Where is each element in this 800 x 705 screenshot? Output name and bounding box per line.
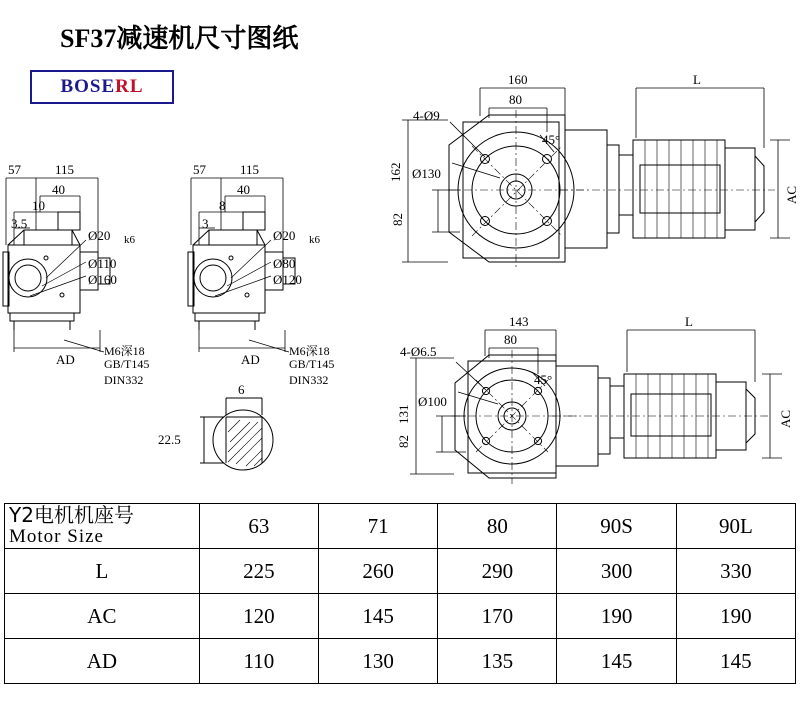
dim-br-AC: AC bbox=[778, 409, 793, 428]
cell-AD-71: 130 bbox=[319, 639, 438, 684]
dim-a-flange-b: Ø160 bbox=[88, 272, 117, 287]
cell-AC-80: 170 bbox=[438, 594, 557, 639]
dim-b-8: 8 bbox=[219, 198, 226, 213]
cell-AC-71: 145 bbox=[319, 594, 438, 639]
cell-L-90L: 330 bbox=[676, 549, 795, 594]
dim-a-10: 10 bbox=[32, 198, 45, 213]
dim-tr-L: L bbox=[693, 72, 701, 87]
top-right-motor-view bbox=[560, 130, 775, 248]
shaft-key-section bbox=[200, 398, 273, 470]
row-label-AC: AC bbox=[5, 594, 200, 639]
dim-a-shaft-tol: k6 bbox=[124, 234, 135, 246]
note-b-standard-gb: GB/T145 bbox=[289, 357, 335, 371]
dim-a-57: 57 bbox=[8, 162, 21, 177]
cell-L-63: 225 bbox=[199, 549, 318, 594]
left-view-a-dimensions bbox=[6, 178, 100, 352]
dim-br-holes: 4-Ø6.5 bbox=[400, 344, 437, 359]
table-col-2: 80 bbox=[438, 504, 557, 549]
cell-AD-90S: 145 bbox=[557, 639, 676, 684]
dim-b-flange-b: Ø120 bbox=[273, 272, 302, 287]
cell-AD-90L: 145 bbox=[676, 639, 795, 684]
table-row bbox=[5, 639, 796, 684]
dim-key-height: 22.5 bbox=[158, 432, 181, 447]
cell-L-71: 260 bbox=[319, 549, 438, 594]
dim-tr-pcd: Ø130 bbox=[412, 166, 441, 181]
cell-L-90S: 300 bbox=[557, 549, 676, 594]
dim-tr-angle: 45° bbox=[542, 132, 561, 147]
cell-AC-63: 120 bbox=[199, 594, 318, 639]
cell-L-80: 290 bbox=[438, 549, 557, 594]
note-b-standard-din: DIN332 bbox=[289, 373, 329, 387]
dim-a-ad: AD bbox=[56, 352, 75, 367]
table-row bbox=[5, 594, 796, 639]
cell-AC-90L: 190 bbox=[676, 594, 795, 639]
dim-b-115: 115 bbox=[240, 162, 260, 177]
dim-tr-holes: 4-Ø9 bbox=[413, 108, 440, 123]
dim-b-shaft: Ø20 bbox=[273, 228, 296, 243]
table-header-row bbox=[5, 504, 796, 549]
table-header-en: Motor Size bbox=[9, 526, 104, 547]
brand-logo-suffix: RL bbox=[115, 76, 144, 97]
note-b-thread: M6深18 bbox=[289, 344, 330, 358]
table-row bbox=[5, 549, 796, 594]
dim-b-ad: AD bbox=[241, 352, 260, 367]
dim-br-angle: 45° bbox=[534, 372, 553, 387]
dim-br-143: 143 bbox=[509, 314, 529, 329]
cell-AC-90S: 190 bbox=[557, 594, 676, 639]
dim-tr-162: 162 bbox=[388, 162, 403, 182]
cell-AD-80: 135 bbox=[438, 639, 557, 684]
table-col-3: 90S bbox=[557, 504, 676, 549]
table-col-0: 63 bbox=[199, 504, 318, 549]
page-title: SF37减速机尺寸图纸 bbox=[60, 24, 299, 53]
cell-AD-63: 110 bbox=[199, 639, 318, 684]
dim-a-shaft: Ø20 bbox=[88, 228, 111, 243]
dim-b-shaft-tol: k6 bbox=[309, 234, 320, 246]
dim-b-flange-a: Ø80 bbox=[273, 256, 296, 271]
table-header-cn: Y2电机机座号 bbox=[9, 503, 134, 527]
dim-a-35: 3.5 bbox=[11, 216, 28, 231]
note-a-standard-gb: GB/T145 bbox=[104, 357, 150, 371]
row-label-AD: AD bbox=[5, 639, 200, 684]
dim-br-80: 80 bbox=[504, 332, 517, 347]
dim-br-131: 131 bbox=[396, 404, 411, 424]
left-view-b-dimensions bbox=[191, 178, 285, 352]
dim-a-115: 115 bbox=[55, 162, 75, 177]
dim-br-L: L bbox=[685, 314, 693, 329]
dim-b-3: 3 bbox=[202, 216, 209, 231]
brand-logo-prefix: BOSE bbox=[60, 76, 116, 97]
dim-tr-80: 80 bbox=[509, 92, 522, 107]
dim-br-82: 82 bbox=[396, 435, 411, 448]
note-a-standard-din: DIN332 bbox=[104, 373, 144, 387]
top-right-flange-view bbox=[448, 110, 588, 268]
dim-tr-AC: AC bbox=[784, 185, 799, 204]
dim-tr-160: 160 bbox=[508, 72, 528, 87]
bottom-right-motor-view bbox=[552, 366, 770, 466]
row-label-L: L bbox=[5, 549, 200, 594]
dim-a-40: 40 bbox=[52, 182, 65, 197]
table-col-4: 90L bbox=[676, 504, 795, 549]
dim-b-40: 40 bbox=[237, 182, 250, 197]
dim-b-57: 57 bbox=[193, 162, 206, 177]
dim-br-pcd: Ø100 bbox=[418, 394, 447, 409]
bottom-right-flange-view bbox=[452, 350, 578, 484]
table-col-1: 71 bbox=[319, 504, 438, 549]
motor-size-table bbox=[4, 503, 796, 684]
dim-key-width: 6 bbox=[238, 382, 245, 397]
dim-a-flange-a: Ø110 bbox=[88, 256, 117, 271]
table-header-label bbox=[5, 504, 200, 549]
note-a-thread: M6深18 bbox=[104, 344, 145, 358]
dim-tr-82: 82 bbox=[390, 213, 405, 226]
